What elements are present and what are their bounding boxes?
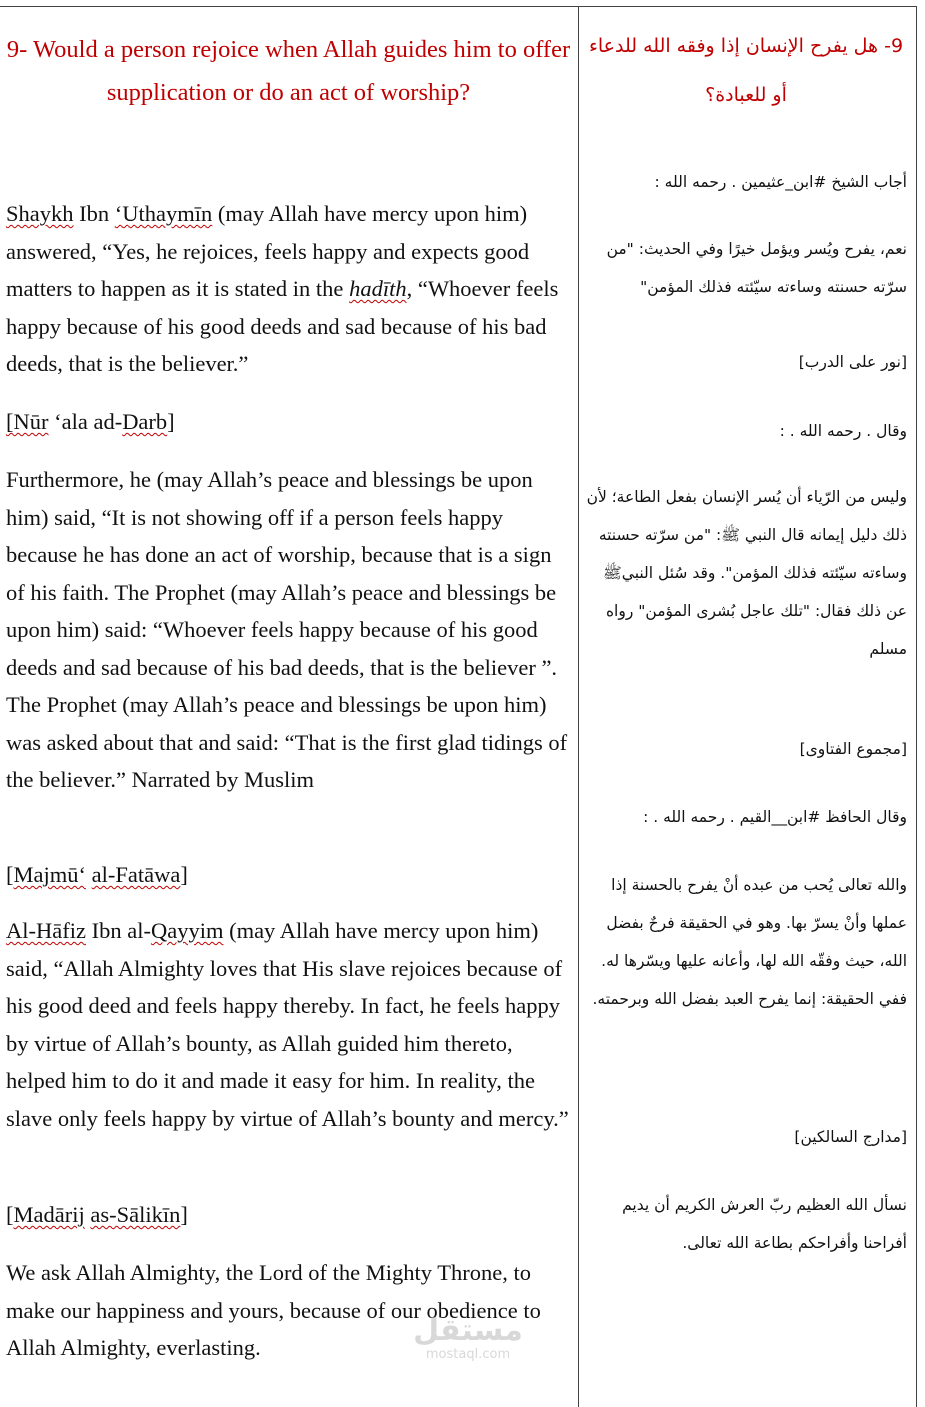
watermark-latin: mostaql.com (425, 1347, 511, 1362)
word-ibn: Ibn (79, 201, 110, 226)
arabic-src1-text: [نور على الدرب] (798, 353, 907, 371)
word-shaykh: Shaykh (6, 201, 74, 226)
word-qayyim: Qayyim (150, 918, 224, 943)
arabic-title: 9- هل يفرح الإنسان إذا وفقه الله للدعاء أو للعبادة؟ (588, 35, 904, 106)
arabic-src3-text: [مدارج السالكين] (794, 1128, 907, 1146)
arabic-p2-text: نعم، يفرح ويُسر ويؤمل خيرًا وفي الحديث: "من سرّته حسنته وساءته سيّئته فذلك المؤمن" (606, 240, 907, 296)
arabic-p7-text: نسأل الله العظيم ربّ العرش الكريم أن يديم أفراحنا وأفراحكم بطاعة الله تعالى. (622, 1196, 907, 1252)
english-source-2 (6, 856, 571, 894)
arabic-paragraph-7 (585, 1186, 907, 1262)
source-3-part-d: ] (180, 1202, 188, 1227)
english-source-3 (6, 1196, 571, 1234)
arabic-p5-text: وقال الحافظ #ابن__القيم . رحمه الله . : (643, 808, 907, 826)
source-3-part-c: as-Sālikīn (90, 1202, 181, 1227)
arabic-p3-text: وقال . رحمه الله . : (779, 422, 907, 440)
arabic-paragraph-2 (585, 230, 907, 306)
paragraph-1-quote: , “Whoever feels happy because of his good deeds and sad because of his bad deeds, that is the believer.” (6, 276, 559, 376)
arabic-paragraph-3 (585, 412, 907, 450)
arabic-src2-text: [مجموع الفتاوى] (799, 740, 907, 758)
arabic-paragraph-1 (585, 163, 907, 201)
arabic-p4-text: وليس من الرّياء أن يُسر الإنسان بفعل الطاعة؛ لأن ذلك دليل إيمانه قال النبي ﷺ: "من سرّته حسنته وساءته سيّئته فذلك المؤمن". وقد سُئل النبيﷺ عن ذلك فقال: "تلك عاجل بُشرى المؤمن" رواه مسلم (586, 488, 907, 658)
arabic-p1-text: أجاب الشيخ #ابن_عثيمين . رحمه الله : (654, 173, 907, 191)
source-1-part-d: ] (167, 409, 175, 434)
source-3-part-b: Madārij (13, 1202, 85, 1227)
paragraph-4-text: We ask Allah Almighty, the Lord of the Mighty Throne, to make our happiness and yours, because of our obedience to Allah Almighty, everlasting. (6, 1260, 541, 1360)
arabic-source-2 (585, 730, 907, 768)
arabic-p6-text: والله تعالى يُحب من عبده أنْ يفرح بالحسنة إذا عملها وأنْ يسرّ بها. وهو في الحقيقة فرحٌ بفضل الله، حيث وفقّه الله لها، وأعانه عليها ويسّرها له. ففي الحقيقة: إنما يفرح العبد بفضل الله وبرحمته. (592, 876, 907, 1008)
word-ibn-al: Ibn al- (91, 918, 151, 943)
paragraph-3-text: (may Allah have mercy upon him) said, “Allah Almighty loves that His slave rejoices because of his good deed and feels happy thereby. In fact, he feels happy by virtue of Allah’s bounty, as Allah guided him thereto, helped him to do it and made it easy for him. In reality, the slave only feels happy by virtue of Allah’s bounty and mercy.” (6, 918, 569, 1131)
source-1-part-a: [Nūr (6, 409, 49, 434)
paragraph-1-text: (may Allah have mercy upon him) answered, “Yes, he rejoices, feels happy and expects good matters to happen as it is stated in the (6, 201, 530, 301)
word-al-hafiz: Al-Hāfiz (6, 918, 86, 943)
arabic-paragraph-4 (585, 478, 907, 668)
paragraph-2-text: Furthermore, he (may Allah’s peace and blessings be upon him) said, “It is not showing off if a person feels happy because he has done an act of worship, because that is a sign of his faith. The Prophet (may Allah’s peace and blessings be upon him) said: “Whoever feels happy because of his good deeds and sad because of his bad deeds, that is the believer ”. The Prophet (may Allah’s peace and blessings be upon him) was asked about that and said: “That is the first glad tidings of the believer.” Narrated by Muslim (6, 467, 568, 792)
source-3-part-a: [ (6, 1202, 14, 1227)
source-1-part-b: ‘ala ad- (54, 409, 123, 434)
arabic-paragraph-6 (585, 866, 907, 1018)
source-2-part-c: al-Fatāwa (91, 862, 181, 887)
english-paragraph-2 (6, 461, 571, 799)
source-1-part-c: Darb (122, 409, 168, 434)
source-2-part-d: ] (180, 862, 188, 887)
english-title: 9- Would a person rejoice when Allah guides him to offer supplication or do an act of worship? (6, 36, 571, 106)
watermark-arabic: مستقل (413, 1313, 523, 1348)
source-2-part-b: Majmū‘ (13, 862, 86, 887)
word-uthaymin: ‘Uthaymīn (114, 201, 213, 226)
column-divider (578, 7, 579, 1407)
word-hadith: hadīth (349, 276, 407, 301)
watermark (408, 1314, 528, 1362)
arabic-source-3 (585, 1118, 907, 1156)
english-source-1 (6, 403, 571, 441)
source-2-part-a: [ (6, 862, 14, 887)
arabic-paragraph-5 (585, 798, 907, 836)
english-paragraph-1 (6, 195, 571, 383)
english-paragraph-3 (6, 912, 571, 1137)
arabic-source-1 (585, 343, 907, 381)
